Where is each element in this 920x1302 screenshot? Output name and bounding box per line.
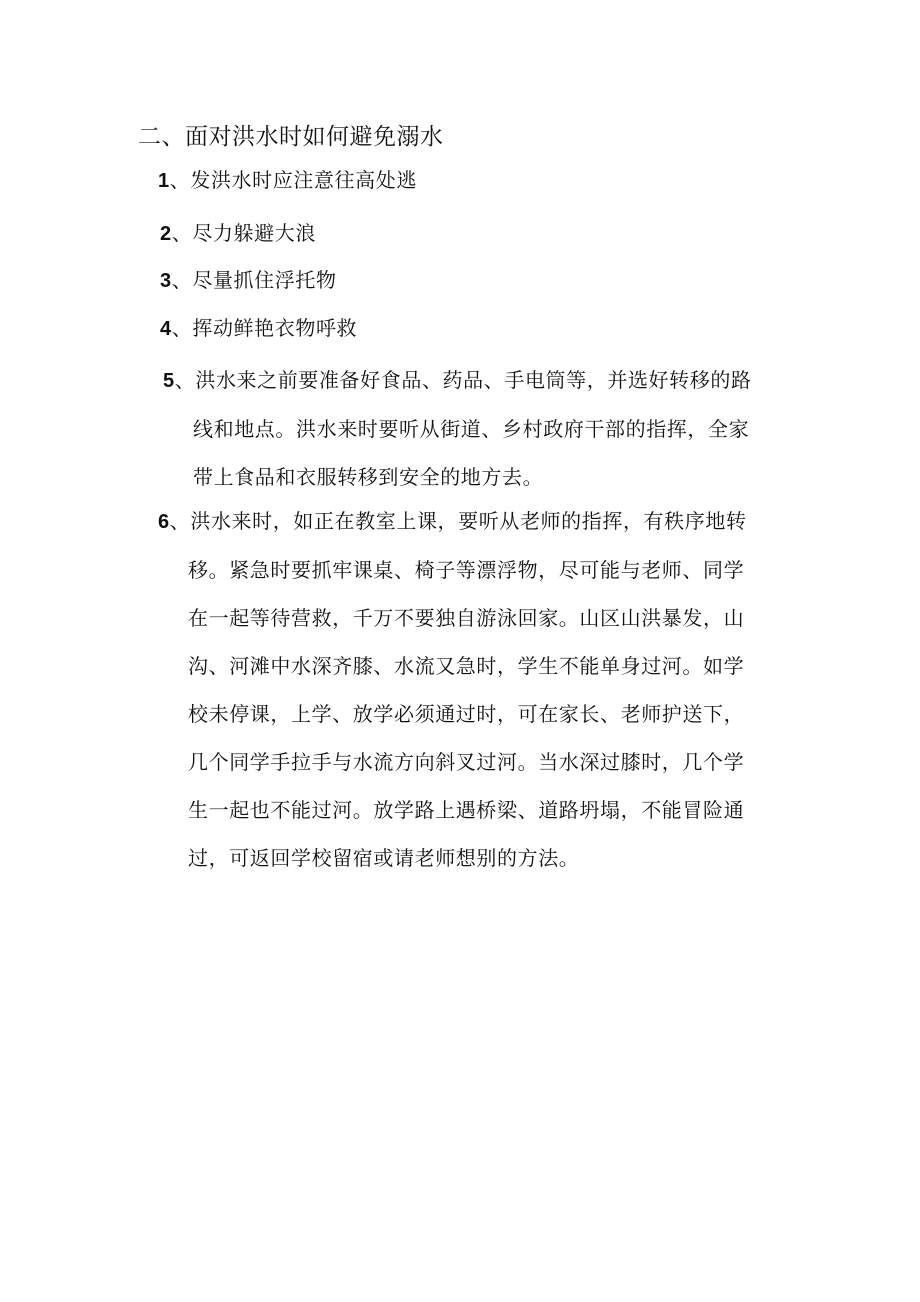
item-text: 尽力躲避大浪	[192, 221, 316, 245]
item-number: 1	[158, 170, 170, 192]
paragraph-line	[163, 356, 783, 405]
item-text: 尽量抓住浮托物	[192, 268, 337, 292]
item-number: 5	[163, 370, 175, 392]
section-heading: 二、面对洪水时如何避免溺水	[138, 124, 444, 150]
paragraph-line: 在一起等待营救，千万不要独自游泳回家。山区山洪暴发，山	[188, 606, 745, 630]
paragraph-line: 过，可返回学校留宿或请老师想别的方法。	[188, 846, 580, 870]
item-separator: 、	[171, 268, 193, 292]
list-item-2	[160, 209, 316, 258]
item-number: 3	[160, 270, 172, 292]
item-number: 4	[160, 318, 172, 340]
line-text: 洪水来之前要准备好食品、药品、手电筒等，并选好转移的路	[195, 368, 752, 392]
paragraph-line: 移。紧急时要抓牢课桌、椅子等漂浮物，尽可能与老师、同学	[188, 558, 745, 582]
list-item-4	[160, 304, 357, 353]
item-text: 发洪水时应注意往高处逃	[190, 168, 417, 192]
item-separator: 、	[171, 221, 193, 245]
item-separator: 、	[171, 316, 193, 340]
paragraph-line: 校未停课，上学、放学必须通过时，可在家长、老师护送下，	[188, 702, 745, 726]
list-item-1	[158, 156, 417, 205]
item-number: 2	[160, 223, 172, 245]
paragraph-line: 线和地点。洪水来时要听从街道、乡村政府干部的指挥，全家	[193, 417, 750, 441]
item-text: 挥动鲜艳衣物呼救	[192, 316, 358, 340]
item-number: 6	[158, 511, 170, 533]
paragraph-continuation	[158, 546, 783, 882]
list-item-5	[163, 356, 783, 501]
line-text: 洪水来时，如正在教室上课，要听从老师的指挥，有秩序地转	[190, 509, 747, 533]
paragraph-line: 生一起也不能过河。放学路上遇桥梁、道路坍塌，不能冒险通	[188, 798, 745, 822]
item-separator: 、	[169, 168, 191, 192]
list-item-3	[160, 256, 337, 305]
list-item-6	[158, 497, 783, 882]
paragraph-line: 沟、河滩中水深齐膝、水流又急时，学生不能单身过河。如学	[188, 654, 745, 678]
paragraph-line: 几个同学手拉手与水流方向斜叉过河。当水深过膝时，几个学	[188, 750, 745, 774]
paragraph-continuation	[163, 405, 783, 501]
item-separator: 、	[169, 509, 191, 533]
paragraph-line	[158, 497, 783, 546]
paragraph-line: 带上食品和衣服转移到安全的地方去。	[193, 465, 544, 489]
item-separator: 、	[174, 368, 196, 392]
